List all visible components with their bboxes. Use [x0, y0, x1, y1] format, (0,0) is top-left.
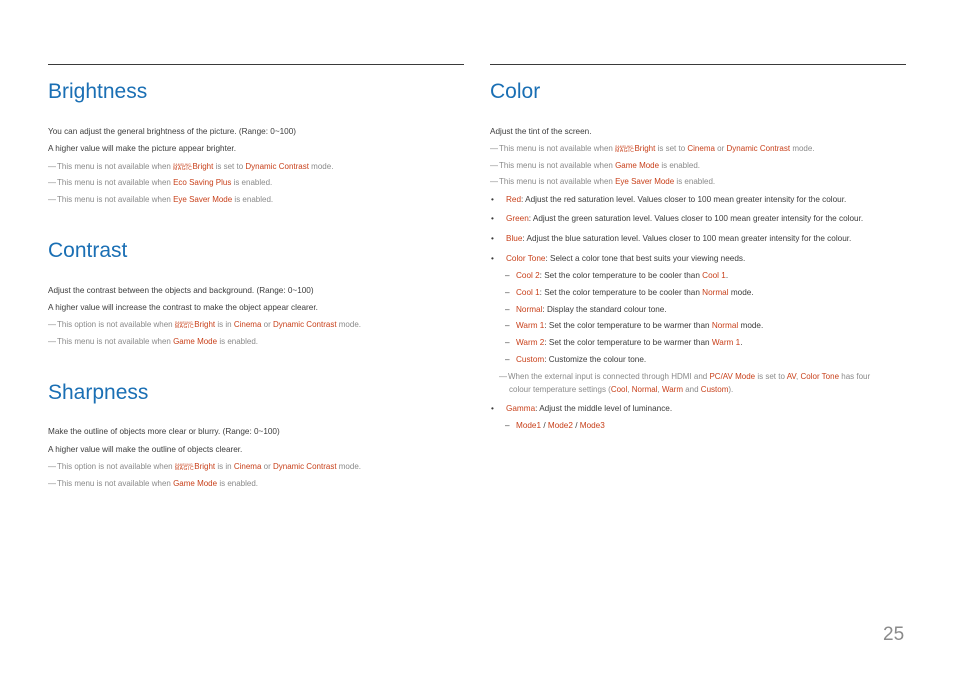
- color-note-1: ―This menu is not available when SAMSUNG MAGIC Bright is set to Cinema or Dynamic Contrast mode.: [490, 144, 815, 154]
- page-number: 25: [883, 624, 905, 645]
- sharpness-note-2: ―This menu is not available when Game Mode is enabled.: [48, 479, 259, 488]
- sharpness-heading: Sharpness: [48, 381, 149, 404]
- contrast-desc-2: A higher value will increase the contrast to make the object appear clearer.: [48, 303, 318, 312]
- sub-cool-2: – Cool 2: Set the color temperature to be cooler than Cool 1.: [505, 271, 729, 280]
- sub-normal: – Normal: Display the standard colour tone.: [505, 305, 667, 314]
- right-top-rule: [490, 64, 906, 65]
- bullet-red: • Red: Adjust the red saturation level. Values closer to 100 mean greater intensity for the colour.: [491, 195, 847, 204]
- sub-warm-1: – Warm 1: Set the color temperature to be warmer than Normal mode.: [505, 321, 764, 330]
- contrast-desc: Adjust the contrast between the objects and background. (Range: 0~100): [48, 286, 314, 295]
- color-note-2: ―This menu is not available when Game Mode is enabled.: [490, 161, 701, 170]
- sharpness-desc-2: A higher value will make the outline of objects clearer.: [48, 445, 243, 454]
- color-heading: Color: [490, 80, 541, 103]
- samsung-magic-logo: SAMSUNG MAGIC: [174, 463, 195, 472]
- bullet-dot: •: [491, 214, 494, 223]
- color-note-3: ―This menu is not available when Eye Saver Mode is enabled.: [490, 177, 716, 186]
- bullet-dot: •: [491, 404, 494, 413]
- color-tone-note: ―When the external input is connected through HDMI and PC/AV Mode is set to AV, Color Tone has four: [499, 372, 871, 381]
- brightness-desc: You can adjust the general brightness of the picture. (Range: 0~100): [48, 127, 296, 136]
- contrast-heading: Contrast: [48, 239, 128, 262]
- bullet-dot: •: [491, 234, 494, 243]
- brightness-note-2: ―This menu is not available when Eco Saving Plus is enabled.: [48, 178, 273, 187]
- bullet-dot: •: [491, 254, 494, 263]
- brightness-note-1: ―This menu is not available when SAMSUNG MAGIC Bright is set to Dynamic Contrast mode.: [48, 162, 334, 172]
- contrast-note-1: ―This option is not available when SAMSUNG MAGIC Bright is in Cinema or Dynamic Contrast mode.: [48, 320, 362, 330]
- brightness-note-3: ―This menu is not available when Eye Saver Mode is enabled.: [48, 195, 274, 204]
- contrast-note-2: ―This menu is not available when Game Mode is enabled.: [48, 337, 259, 346]
- sub-warm-2: – Warm 2: Set the color temperature to be warmer than Warm 1.: [505, 338, 743, 347]
- brightness-heading: Brightness: [48, 80, 148, 103]
- samsung-magic-logo: SAMSUNG MAGIC: [615, 145, 635, 154]
- sub-cool-1: – Cool 1: Set the color temperature to be cooler than Normal mode.: [505, 288, 754, 297]
- sub-gamma-modes: – Mode1 / Mode2 / Mode3: [505, 421, 605, 430]
- sub-custom: – Custom: Customize the colour tone.: [505, 355, 647, 364]
- bullet-color-tone: • Color Tone: Select a color tone that best suits your viewing needs.: [491, 254, 746, 263]
- bullet-dot: •: [491, 195, 494, 204]
- color-tone-note-line-2: colour temperature settings (Cool, Normal, Warm and Custom).: [509, 385, 734, 394]
- brightness-desc-2: A higher value will make the picture appear brighter.: [48, 144, 236, 153]
- color-desc: Adjust the tint of the screen.: [490, 127, 592, 136]
- bullet-gamma: • Gamma: Adjust the middle level of luminance.: [491, 404, 673, 413]
- sharpness-note-1: ―This option is not available when SAMSUNG MAGIC Bright is in Cinema or Dynamic Contrast mode.: [48, 462, 362, 472]
- samsung-magic-logo: SAMSUNG MAGIC: [174, 321, 195, 330]
- samsung-magic-logo: SAMSUNG MAGIC: [173, 163, 193, 172]
- left-top-rule: [48, 64, 464, 65]
- sharpness-desc: Make the outline of objects more clear or blurry. (Range: 0~100): [48, 427, 280, 436]
- bullet-green: • Green: Adjust the green saturation level. Values closer to 100 mean greater intensity for the colour.: [491, 214, 864, 223]
- bullet-blue: • Blue: Adjust the blue saturation level. Values closer to 100 mean greater intensity for the colour.: [491, 234, 852, 243]
